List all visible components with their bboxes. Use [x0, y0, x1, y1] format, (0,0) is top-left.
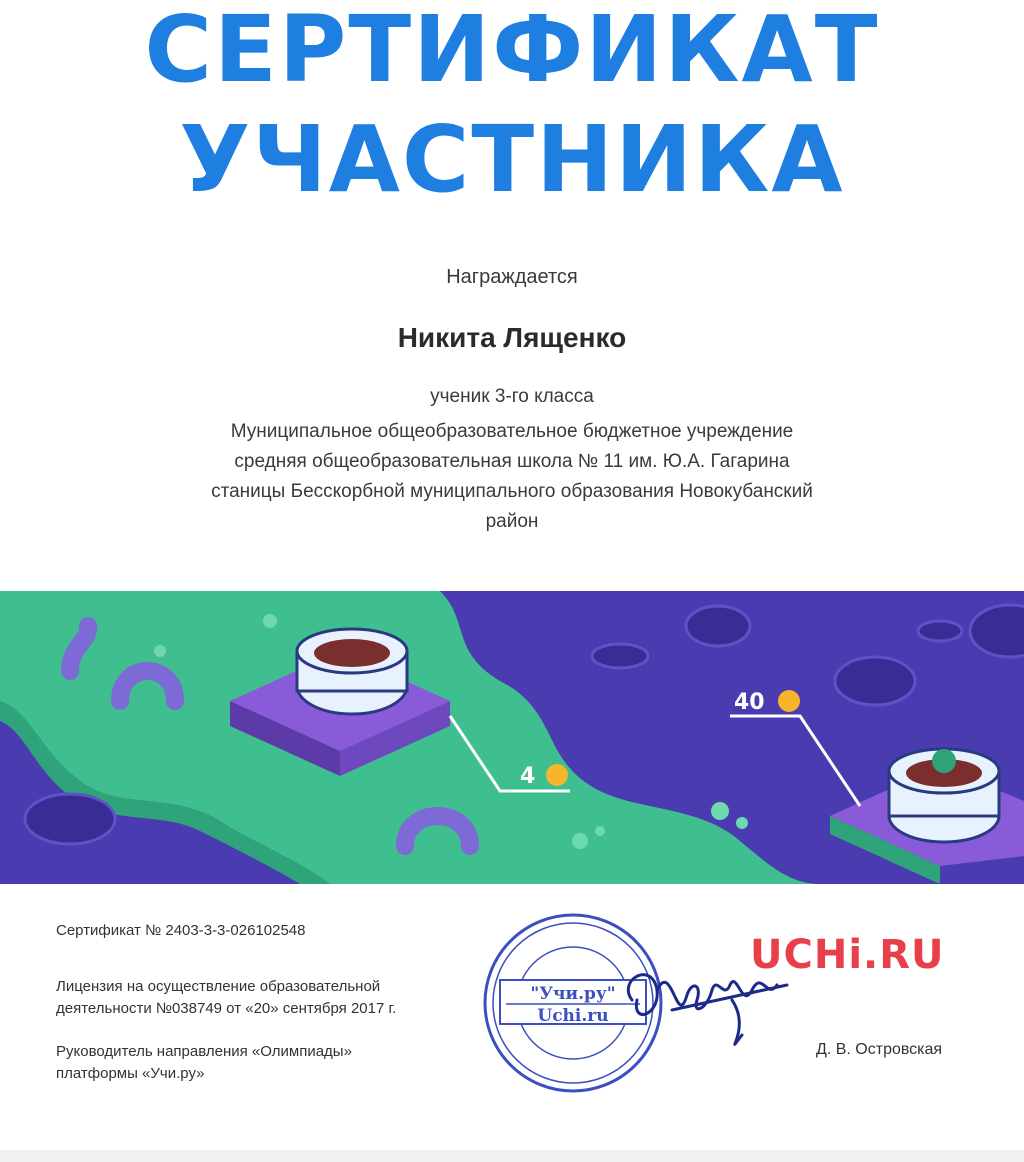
space-game-illustration: [0, 591, 1024, 884]
certificate-number: Сертификат № 2403-3-3-026102548: [56, 922, 306, 939]
recipient-name: Никита Лященко: [397, 322, 627, 353]
awarded-label: Награждается: [446, 266, 578, 288]
signer-name: Д. В. Островская: [816, 1041, 943, 1058]
certificate-title-line2: УЧАСТНИКА: [179, 106, 845, 213]
stamp-text-1: "Учи.ру": [530, 984, 616, 1004]
uchi-ru-logo: UCHi.RU: [750, 932, 945, 978]
score-small-text: 4: [520, 764, 536, 789]
coin-icon: [778, 690, 800, 712]
license-info: [56, 976, 476, 1020]
certificate-title-line1: СЕРТИФИКАТ: [144, 0, 880, 103]
score-large-text: 40: [734, 690, 765, 715]
stamp-text-2: Uchi.ru: [537, 1006, 609, 1026]
license-line-1: Лицензия на осуществление образовательной: [56, 978, 381, 995]
license-line-2: деятельности №038749 от «20» сентября 2017 г.: [56, 1000, 397, 1017]
bottom-strip: [0, 1150, 1024, 1162]
head-line-1: Руководитель направления «Олимпиады»: [56, 1043, 352, 1060]
head-of-direction: [56, 1041, 436, 1085]
school-line-4: район: [485, 511, 539, 532]
head-line-2: платформы «Учи.ру»: [56, 1065, 205, 1082]
school-line-1: Муниципальное общеобразовательное бюджетное учреждение: [230, 421, 794, 442]
recipient-grade: ученик 3-го класса: [430, 386, 594, 407]
coin-icon: [546, 764, 568, 786]
school-line-2: средняя общеобразовательная школа № 11 им. Ю.А. Гагарина: [234, 451, 790, 472]
school-line-3: станицы Бесскорбной муниципального образования Новокубанский: [211, 481, 813, 502]
